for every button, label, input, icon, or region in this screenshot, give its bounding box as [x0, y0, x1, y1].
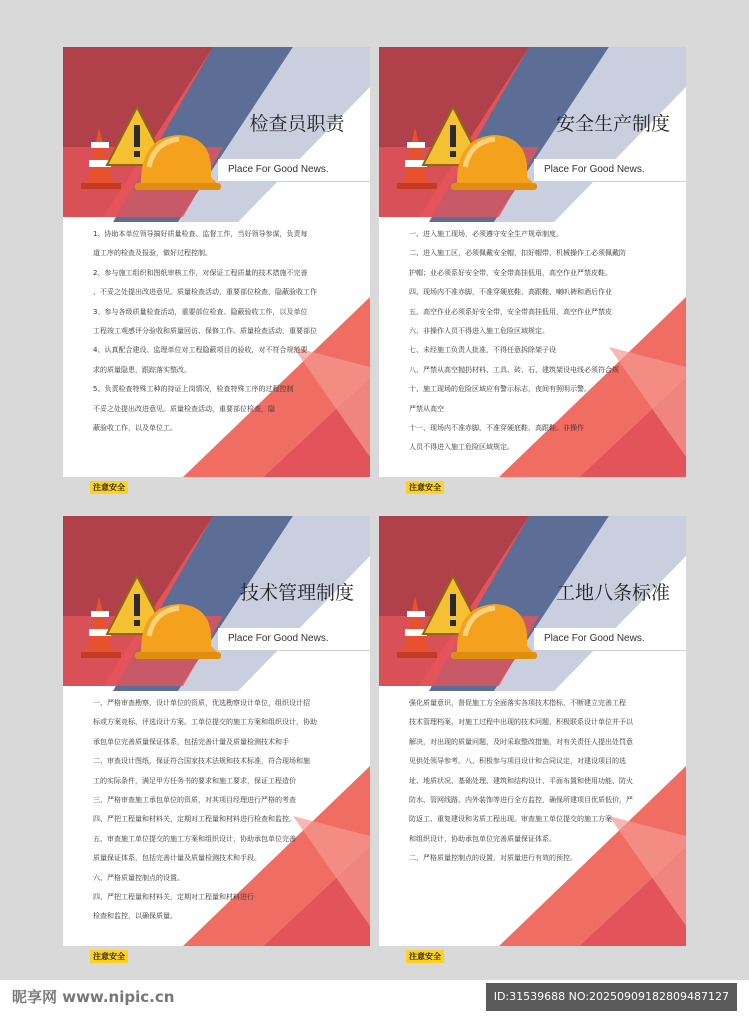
- body-line: 护帽；业必须系好安全带，安全带高挂低用，高空作业严禁皮鞋。: [409, 268, 612, 277]
- body-line: 三、严格审查施工承包单位的资质，对其项目经理进行严格的考查: [93, 796, 296, 805]
- body-line: 二、严格质量控制点的设置，对质量进行有效的预控。: [409, 854, 577, 863]
- body-line: 解决，对出现的质量问题，及时采取整改措施，对有关责任人提出处罚意: [409, 737, 633, 746]
- subtitle-band: [218, 159, 370, 182]
- panel-title: 技术管理制度: [239, 582, 354, 604]
- safety-icons: [395, 97, 535, 207]
- panel-body-text: [409, 225, 659, 458]
- body-line: 二、进入施工区，必须佩戴安全帽，扣好帽带，机械操作工必须佩戴防: [409, 249, 626, 258]
- body-line: 5、负责检查特殊工种的持证上岗情况，检查特殊工序的过程控制: [93, 385, 294, 394]
- body-line: 四、严把工程量和材料关，定期对工程量和材料进行: [93, 893, 254, 902]
- body-line: 4、认真配合建设、监理单位对工程隐蔽项目的验收，对不符合规范要: [93, 346, 308, 355]
- body-line: 3、参与各级质量检查活动，重要部位检查、隐蔽验收工作，以及单位: [93, 307, 308, 316]
- body-line: 工的实际条件，满足甲方任务书的要求和施工要求，保证工程造价: [93, 776, 296, 785]
- body-line: 技术管理档案，对施工过程中出现的技术问题，积极联系设计单位并予以: [409, 718, 633, 727]
- body-line: 质量保证体系，包括完善计量及质量检测技术和手段。: [93, 854, 261, 863]
- body-line: 五、高空作业必须系好安全带，安全带高挂低用，高空作业严禁皮: [409, 307, 612, 316]
- body-line: 防返工、重复建设和劣质工程出现。审查施工单位提交的施工方案: [409, 815, 612, 824]
- body-line: 和组织设计，协助承包单位完善质量保证体系。: [409, 834, 556, 843]
- panel-title: 检查员职责: [249, 113, 345, 135]
- body-line: 八、严禁从高空抛扔材料、工具、砖、石、建筑架设电线必须符合规: [409, 365, 619, 374]
- safety-icons: [79, 566, 219, 676]
- body-line: 人员不得进入施工危险区域规定。: [409, 443, 514, 452]
- poster-panel-3: [63, 516, 370, 961]
- body-line: 四、现场内不准赤脚，不准穿硬底鞋、高跟鞋、喇叭裤和酒后作业: [409, 288, 612, 297]
- body-line: 四、严把工程量和材料关，定期对工程量和材料进行检查和监控。: [93, 815, 296, 824]
- safety-badge: 注意安全: [90, 950, 128, 963]
- body-line: 2、参与施工组织和图纸审核工作，对保证工程质量的技术措施不完善: [93, 268, 308, 277]
- body-line: 、不妥之处提出改进意见。质量检查活动，重要部位检查，隐蔽验收工作: [93, 288, 317, 297]
- body-line: 强化质量意识，督促施工方全面落实各项技术指标，不断建立完善工程: [409, 699, 626, 707]
- panel-title: 安全生产制度: [555, 113, 670, 135]
- body-line: 七、未经施工负责人批准，不得任意拆除架子设: [409, 346, 556, 355]
- watermark-id-label: ID:31539688 NO:20250909182809487127: [486, 983, 737, 1011]
- body-line: 十、施工现场的危险区域应有警示标志，夜间有照明示警。: [409, 385, 591, 394]
- body-line: 见供处领导参考。八、积极参与项目设计和合同议定，对建设项目的选: [409, 757, 626, 766]
- subtitle-band: [534, 159, 686, 182]
- safety-badge: 注意安全: [406, 950, 444, 963]
- body-line: 六、非操作人员不得进入施工危险区域规定。: [409, 327, 549, 336]
- body-line: 一、进入施工现场，必须遵守安全生产规章制度。: [409, 230, 563, 238]
- body-line: 工程竣工观感评分验收和质量回访、保修工作。质量检查活动，重要部位: [93, 327, 317, 336]
- body-line: 六、严格质量控制点的设置。: [93, 873, 184, 882]
- body-line: 五、审查施工单位提交的施工方案和组织设计，协助承包单位完善: [93, 834, 296, 843]
- body-line: 二、审查设计图纸，保证符合国家技术法规和技术标准，符合现场和施: [93, 757, 310, 766]
- safety-badge: 注意安全: [406, 481, 444, 494]
- body-line: 防水、管网线路、内外装饰等进行全方监控，确保所建项目优质低价，严: [409, 796, 633, 805]
- panel-body-text: [93, 694, 343, 927]
- panel-title: 工地八条标准: [555, 582, 670, 604]
- subtitle-band: [218, 628, 370, 651]
- body-line: 求的质量隐患，跟踪落实整改。: [93, 365, 191, 374]
- panel-subtitle: Place For Good News.: [544, 164, 645, 175]
- safety-icons: [79, 97, 219, 207]
- panel-body-text: [409, 694, 659, 869]
- body-line: 不妥之处提出改进意见。质量检查活动，重要部位检查，隐: [93, 404, 275, 413]
- body-line: 检查和监控，以确保质量。: [93, 912, 177, 921]
- body-line: 址、地质状况、基础处理、建筑和结构设计、平面布置和使用功能、防火: [409, 776, 633, 785]
- safety-icons: [395, 566, 535, 676]
- poster-panel-2: [379, 47, 686, 492]
- poster-panel-1: [63, 47, 370, 492]
- poster-panel-4: [379, 516, 686, 961]
- body-line: 道工序的检查及报验，做好过程控制。: [93, 249, 212, 258]
- subtitle-band: [534, 628, 686, 651]
- body-line: 一、严格审查勘察、设计单位的资质，优选勘察设计单位，组织设计招: [93, 699, 310, 707]
- safety-badge: 注意安全: [90, 481, 128, 494]
- panel-subtitle: Place For Good News.: [228, 633, 329, 644]
- watermark-site-logo: 昵享网 www.nipic.cn: [12, 988, 175, 1006]
- body-line: 严禁从高空: [409, 404, 444, 413]
- panel-subtitle: Place For Good News.: [228, 164, 329, 175]
- panel-subtitle: Place For Good News.: [544, 633, 645, 644]
- body-line: 承包单位完善质量保证体系，包括完善计量及质量检测技术和手: [93, 737, 289, 746]
- body-line: 1、协助本单位领导搞好质量检查、监督工作，当好领导参谋，负责每: [93, 230, 308, 238]
- body-line: 蔽验收工作，以及单位工。: [93, 424, 177, 433]
- body-line: 标或方案竞标，评选设计方案。工单位提交的施工方案和组织设计，协助: [93, 718, 317, 727]
- body-line: 十一、现场内不准赤脚，不准穿硬底鞋、高跟鞋。非操作: [409, 424, 584, 433]
- panel-body-text: [93, 225, 343, 438]
